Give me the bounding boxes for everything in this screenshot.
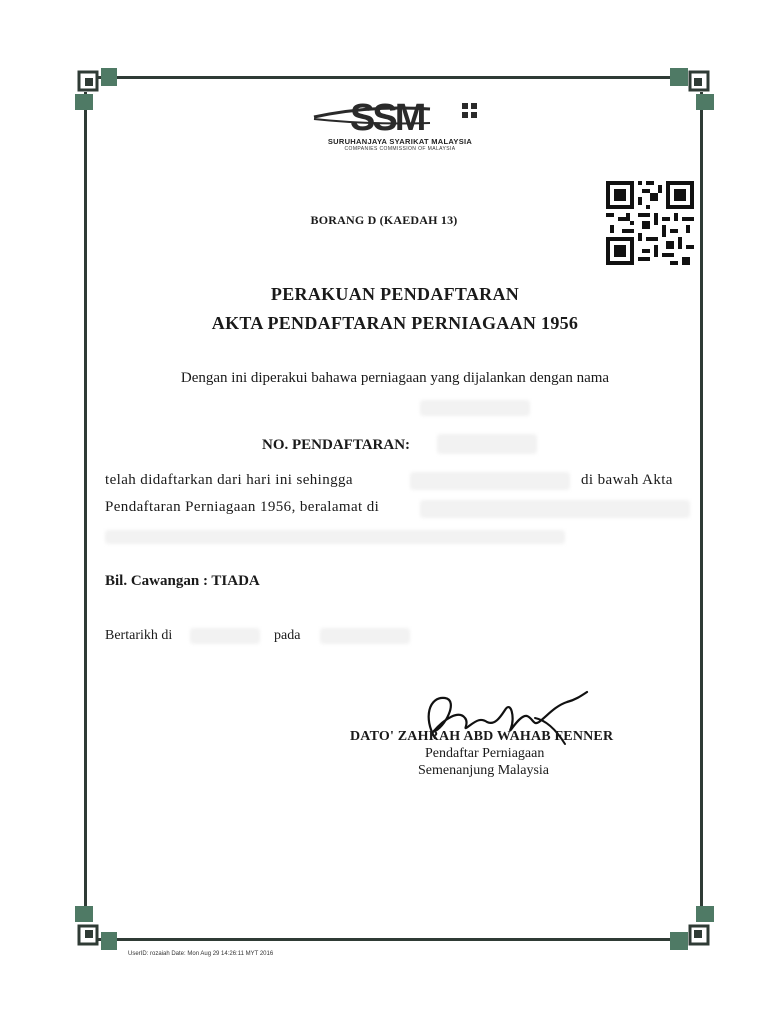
address-intro-text: Pendaftaran Perniagaan 1956, beralamat di [105,499,380,515]
registration-period-text: telah didaftarkan dari hari ini sehingga [105,472,353,488]
logo-subtitle-malay: SURUHANJAYA SYARIKAT MALAYSIA [327,137,473,146]
branch-count: Bil. Cawangan : TIADA [105,573,260,589]
form-reference: BORANG D (KAEDAH 13) [310,213,458,227]
act-title: AKTA PENDAFTARAN PERNIAGAAN 1956 [211,313,579,333]
corner-ornament-bottom-left [73,906,117,950]
redacted-expiry-date [410,472,570,490]
redacted-business-name [420,400,530,416]
redacted-registration-number [437,434,537,454]
redacted-location [190,628,260,644]
redacted-date [320,628,410,644]
corner-ornament-top-left [73,66,117,110]
print-footer: UserID: rozaiah Date: Mon Aug 29 14:26:11 MYT 2016 [128,951,274,957]
redacted-address [420,500,690,518]
certification-statement: Dengan ini diperakui bahawa perniagaan yang dijalankan dengan nama [180,370,610,386]
certificate-title: PERAKUAN PENDAFTARAN [270,284,520,304]
redacted-address-line2 [105,530,565,544]
logo-subtitle-english: COMPANIES COMMISSION OF MALAYSIA [344,146,456,152]
registration-number-label: NO. PENDAFTARAN: [262,437,411,453]
frame-bottom [96,938,686,941]
corner-ornament-bottom-right [670,906,714,950]
signatory-region: Semenanjung Malaysia [418,763,550,778]
signatory-title: Pendaftar Perniagaan [425,746,545,761]
dated-on-label: pada [274,628,301,643]
ssm-logo-mark [310,95,490,137]
dated-at-label: Bertarikh di [105,628,173,643]
logo-wordmark: SSM [350,97,424,137]
frame-top [96,76,680,79]
corner-ornament-top-right [670,66,714,110]
signatory-name: DATO' ZAHRAH ABD WAHAB FENNER [350,729,614,744]
ssm-logo [310,95,490,157]
act-reference-text: di bawah Akta [581,472,673,488]
